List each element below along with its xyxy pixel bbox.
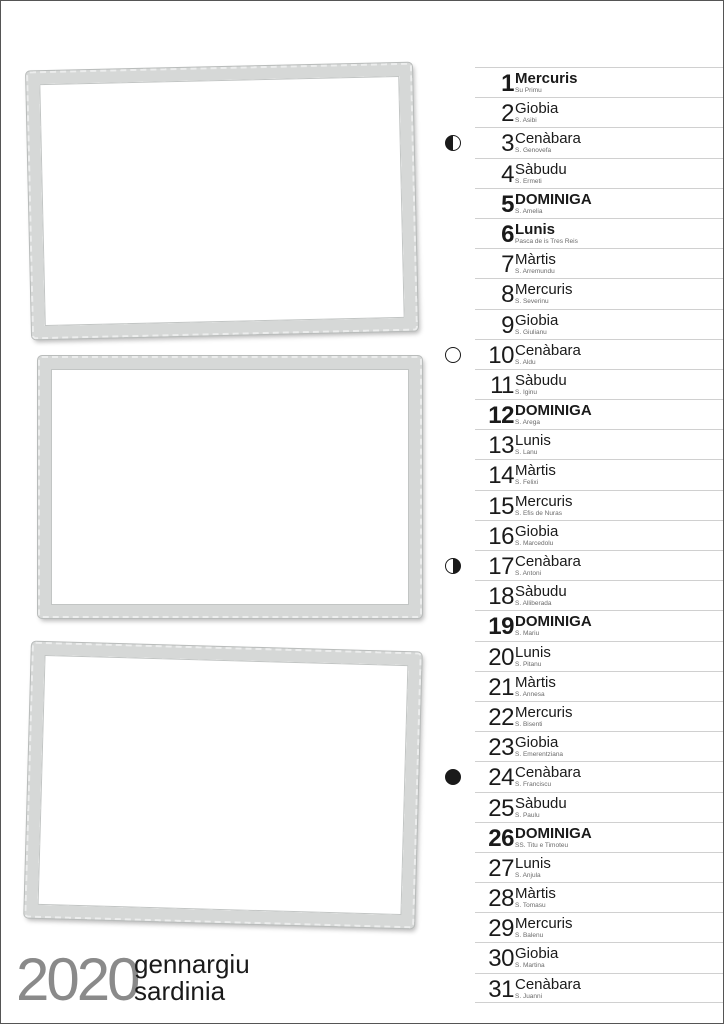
saint-name: S. Balenu [515,932,544,940]
day-list [475,67,724,1003]
day-row [475,973,724,1003]
day-number: 16 [488,522,514,550]
day-row [475,731,724,761]
day-number: 6 [501,220,514,248]
weekday-name: Màrtis [515,885,556,903]
saint-name: S. Arremundu [515,268,555,276]
saint-name: S. Amelia [515,207,543,215]
day-number: 14 [488,462,514,490]
weekday-name: Lunis [515,220,555,238]
weekday-name: Mercuris [515,281,573,299]
day-row [475,188,724,218]
day-number: 4 [501,160,514,188]
saint-name: S. Tomasu [515,902,546,910]
weekday-name: DOMINIGA [515,402,592,420]
saint-name: S. Martina [515,962,545,970]
day-number: 23 [488,734,514,762]
weekday-name: Cenàbara [515,975,581,993]
saint-name: S. Iginu [515,388,538,396]
saint-name: SS. Titu e Timoteu [515,841,569,849]
day-row [475,671,724,701]
saint-name: S. Asibi [515,117,537,125]
day-row [475,520,724,550]
weekday-name: Mercuris [515,70,578,87]
weekday-name: Giobia [515,945,559,963]
saint-name: S. Felixi [515,479,539,487]
day-row [475,399,724,429]
saint-name: S. Annesa [515,690,545,698]
day-number: 31 [488,975,514,1003]
day-row [475,912,724,942]
day-row [475,641,724,671]
day-row [475,852,724,882]
day-number: 1 [501,70,514,97]
day-number: 28 [488,885,514,913]
weekday-name: DOMINIGA [515,190,592,208]
saint-name: S. Lanu [515,449,538,457]
day-row [475,882,724,912]
day-number: 27 [488,854,514,882]
day-row [475,701,724,731]
day-row [475,580,724,610]
day-number: 18 [488,583,514,611]
saint-name: S. Alliberada [515,600,552,608]
weekday-name: Màrtis [515,673,556,691]
day-row [475,309,724,339]
day-number: 2 [501,100,514,128]
day-number: 21 [488,673,514,701]
day-number: 5 [501,190,514,218]
weekday-name: Sàbudu [515,794,567,812]
day-number: 8 [501,281,514,309]
photo-frame-middle [38,356,422,618]
day-row [475,369,724,399]
saint-name: S. Antoni [515,570,542,577]
saint-name: S. Bisenti [515,720,543,728]
day-number: 11 [490,371,514,399]
day-number: 3 [501,130,514,158]
saint-name: S. Genovefa [515,147,552,155]
weekday-name: Giobia [515,522,559,540]
year-title: 2020 [16,946,138,1013]
weekday-name: Sàbudu [515,160,567,178]
weekday-name: Giobia [515,311,559,329]
weekday-name: Sàbudu [515,371,567,389]
full-moon-icon [445,347,461,363]
saint-name: S. Arega [515,419,540,427]
day-row [475,248,724,278]
day-row [475,459,724,489]
day-number: 20 [488,643,514,671]
last-quarter-moon-icon [445,135,461,151]
photo-frame-top [26,63,418,340]
new-moon-icon [445,769,461,785]
saint-name: S. Emerentziana [515,751,564,759]
day-row [475,610,724,640]
weekday-name: Giobia [515,100,559,118]
saint-name: S. Marcedolu [515,539,554,547]
weekday-name: Cenàbara [515,341,581,359]
day-row [475,127,724,157]
day-number: 10 [488,341,514,369]
weekday-name: DOMINIGA [515,613,592,631]
day-row [475,490,724,520]
saint-name: S. Aldu [515,358,536,366]
weekday-name: Mercuris [515,703,573,721]
first-quarter-moon-icon [445,558,461,574]
saint-name: S. Mariu [515,630,540,638]
saint-name: S. Ermeti [515,177,542,185]
weekday-name: Sàbudu [515,583,567,601]
day-number: 17 [488,553,514,580]
day-number: 26 [488,824,514,852]
day-number: 15 [488,492,514,520]
day-row [475,761,724,791]
day-row [475,822,724,852]
weekday-name: Lunis [515,854,551,872]
day-number: 9 [501,311,514,339]
day-number: 12 [488,402,514,430]
day-row [475,792,724,822]
day-number: 29 [488,915,514,943]
saint-name: S. Giulianu [515,328,547,336]
day-number: 7 [501,251,514,279]
saint-name: S. Efis de Nuras [515,509,562,517]
saint-name: S. Pitanu [515,660,542,668]
weekday-name: Lunis [515,643,551,661]
day-row [475,67,724,97]
month-title: gennargiu [134,949,250,979]
day-row [475,97,724,127]
day-row [475,429,724,459]
saint-name: S. Franciscu [515,781,552,789]
day-row [475,550,724,580]
day-row [475,942,724,972]
day-number: 25 [488,794,514,822]
day-number: 19 [488,613,514,641]
day-number: 22 [488,703,514,731]
weekday-name: Cenàbara [515,764,581,782]
day-number: 24 [488,764,514,792]
saint-name: S. Severinu [515,298,549,306]
weekday-name: DOMINIGA [515,824,592,842]
day-row [475,218,724,248]
weekday-name: Giobia [515,734,559,752]
day-number: 13 [488,432,514,460]
photo-frame-bottom [24,642,422,929]
saint-name: S. Paulu [515,811,540,819]
weekday-name: Cenàbara [515,553,581,570]
weekday-name: Lunis [515,432,551,450]
saint-name: S. Anjula [515,871,541,879]
day-row [475,158,724,188]
saint-name: Su Primu [515,87,542,94]
region-title: sardinia [134,976,226,1006]
weekday-name: Mercuris [515,915,573,933]
saint-name: Pasca de is Tres Reis [515,237,578,245]
weekday-name: Mercuris [515,492,573,510]
day-row [475,278,724,308]
day-row [475,339,724,369]
weekday-name: Cenàbara [515,130,581,148]
day-number: 30 [488,945,514,973]
weekday-name: Màrtis [515,251,556,269]
saint-name: S. Juanni [515,992,543,1000]
weekday-name: Màrtis [515,462,556,480]
